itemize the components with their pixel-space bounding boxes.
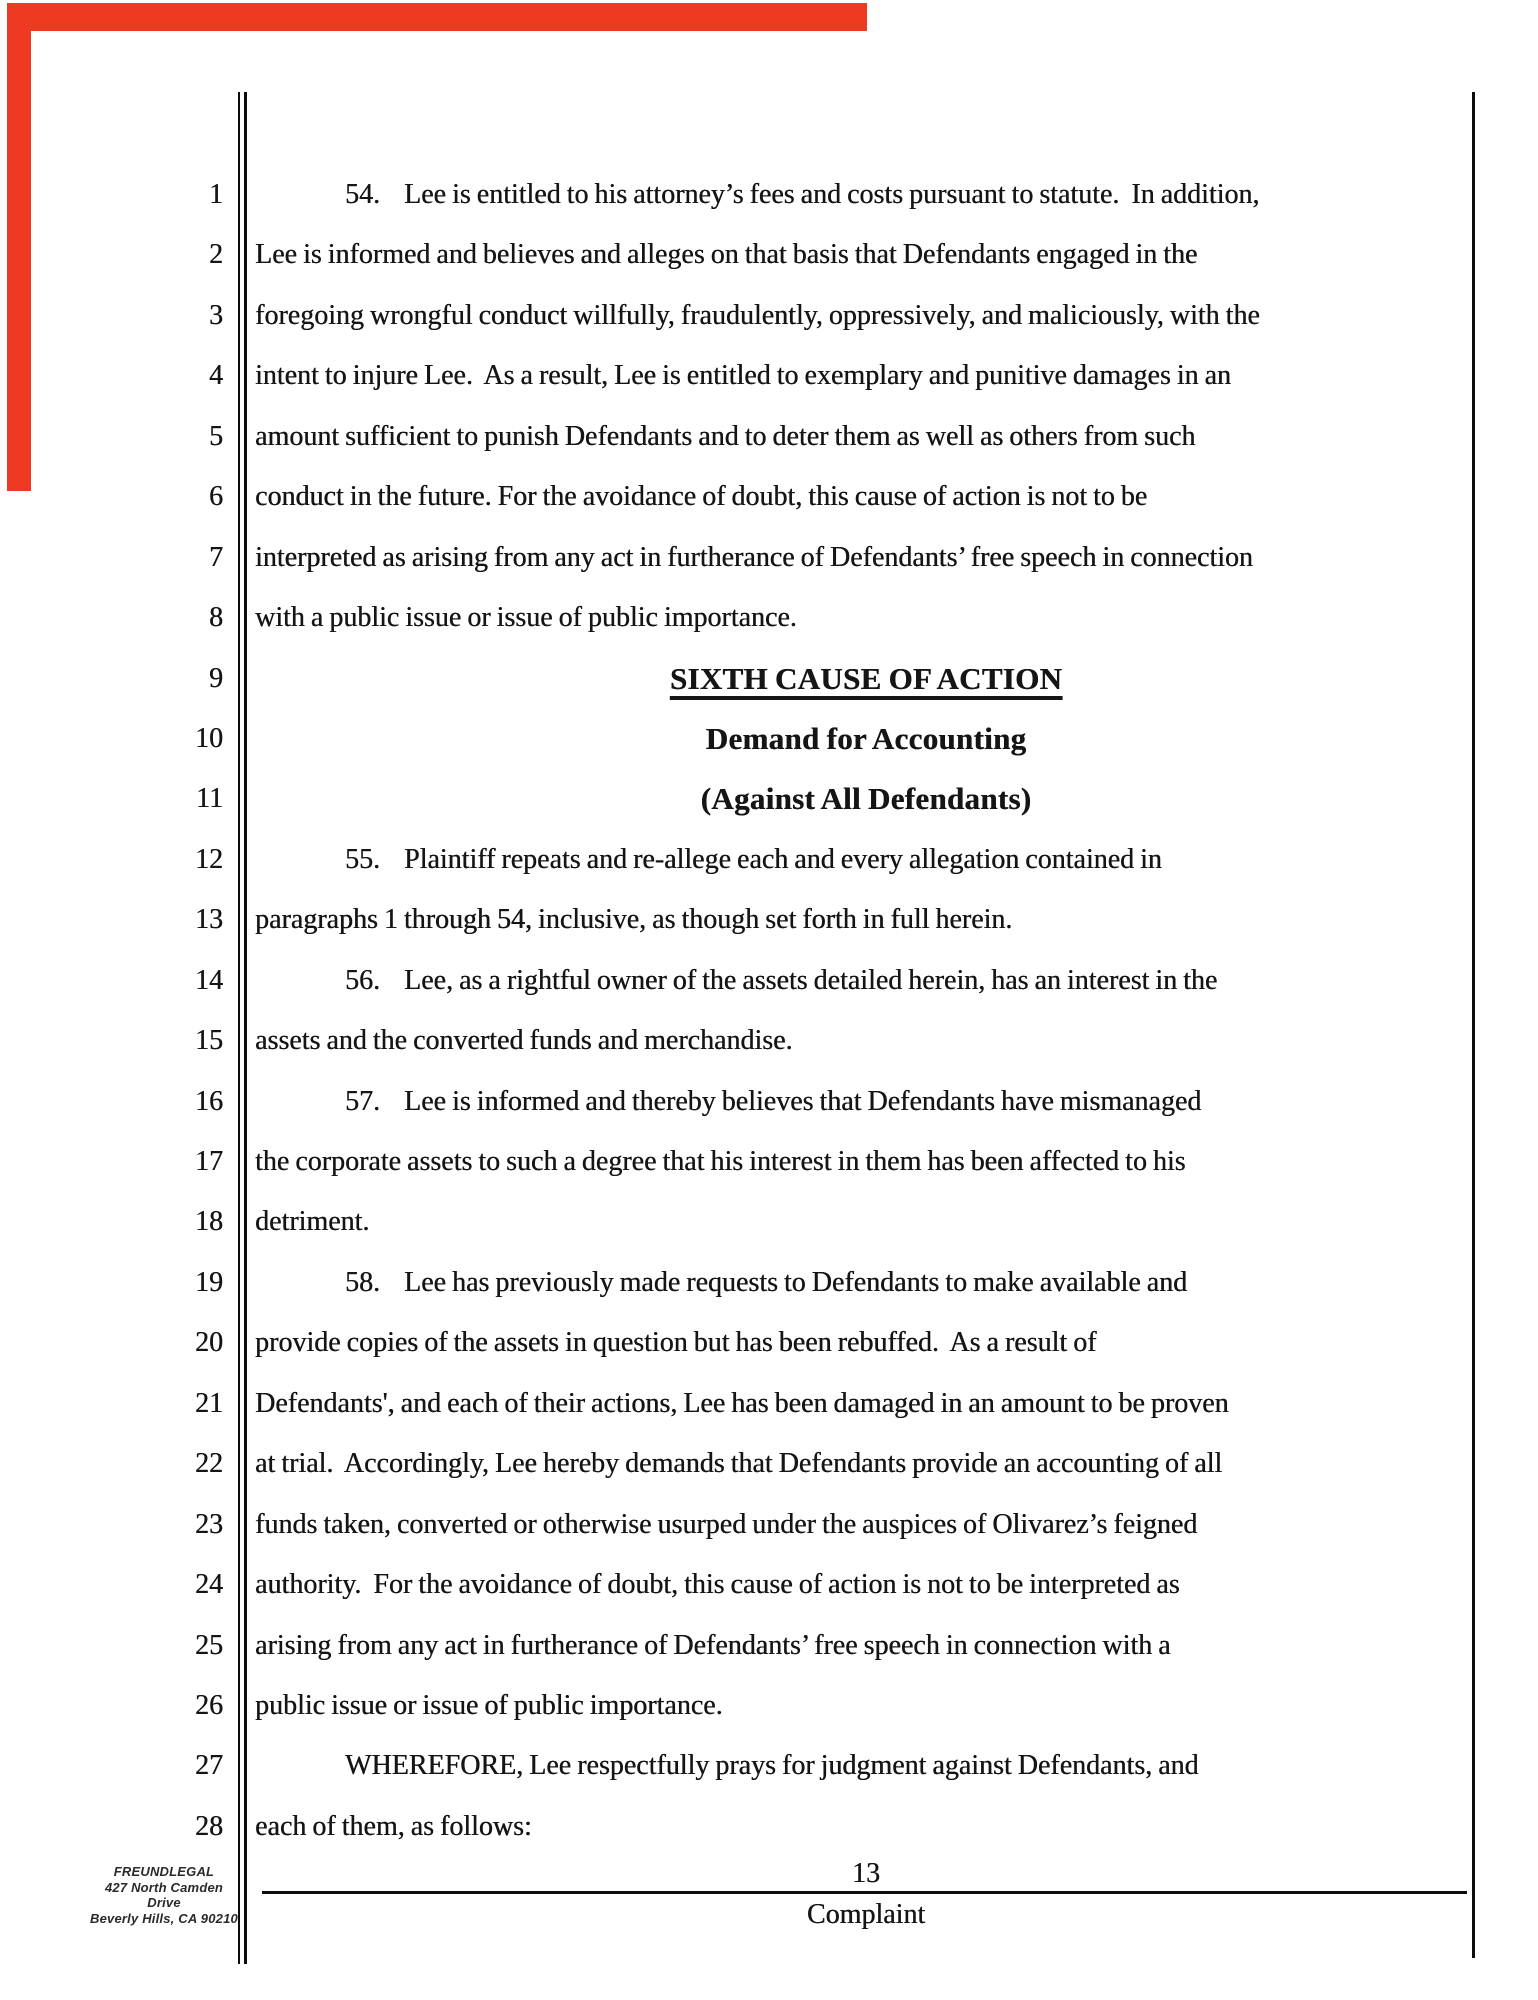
page-number: 13 xyxy=(852,1858,880,1889)
line-number-19: 19 xyxy=(195,1266,223,1298)
text-line-4: intent to injure Lee. As a result, Lee is entitled to exemplary and punitive damages in an xyxy=(255,360,1231,392)
text-line-8: with a public issue or issue of public importance. xyxy=(255,602,797,634)
line-number-26: 26 xyxy=(195,1689,223,1721)
text-line-25: arising from any act in furtherance of Defendants’ free speech in connection with a xyxy=(255,1629,1171,1661)
line-number-15: 15 xyxy=(195,1025,223,1057)
text-line-24: authority. For the avoidance of doubt, this cause of action is not to be interpreted as xyxy=(255,1569,1180,1601)
line-number-20: 20 xyxy=(195,1327,223,1359)
text-line-1: 54. Lee is entitled to his attorney’s fees and costs pursuant to statute. In addition, xyxy=(345,179,1260,210)
law-firm-address2: Beverly Hills, CA 90210 xyxy=(90,1910,238,1926)
scan-artifact-left-bar xyxy=(7,3,31,491)
footer-document-title: Complaint xyxy=(806,1899,926,1930)
law-firm-address1: 427 North Camden Drive xyxy=(104,1879,224,1910)
line-number-1: 1 xyxy=(209,179,223,210)
line-number-6: 6 xyxy=(209,481,223,513)
text-line-23: funds taken, converted or otherwise usurped under the auspices of Olivarez’s feigned xyxy=(255,1508,1198,1540)
line-number-2: 2 xyxy=(209,239,223,271)
line-number-13: 13 xyxy=(195,904,223,936)
line-number-9: 9 xyxy=(209,662,223,694)
footer-rule xyxy=(262,1891,1467,1894)
line-number-gutter xyxy=(130,165,223,1857)
text-line-17: the corporate assets to such a degree that his interest in them has been affected to his xyxy=(255,1146,1186,1177)
line-number-28: 28 xyxy=(195,1810,223,1842)
line-number-8: 8 xyxy=(209,602,223,634)
line-number-25: 25 xyxy=(195,1629,223,1661)
text-line-15: assets and the converted funds and merchandise. xyxy=(255,1025,793,1057)
text-line-14: 56. Lee, as a rightful owner of the assets detailed herein, has an interest in the xyxy=(345,964,1218,996)
text-line-12: 55. Plaintiff repeats and re-allege each and every allegation contained in xyxy=(345,843,1162,875)
text-line-3: foregoing wrongful conduct willfully, fraudulently, oppressively, and maliciously, with the xyxy=(255,299,1260,331)
text-line-10: Demand for Accounting xyxy=(705,720,1027,756)
text-line-18: detriment. xyxy=(255,1206,370,1238)
line-number-22: 22 xyxy=(195,1448,223,1480)
line-number-16: 16 xyxy=(195,1085,223,1117)
line-number-18: 18 xyxy=(195,1206,223,1238)
line-number-14: 14 xyxy=(195,964,223,996)
text-line-26: public issue or issue of public importance. xyxy=(255,1689,723,1721)
line-number-10: 10 xyxy=(195,722,223,754)
text-line-16: 57. Lee is informed and thereby believes that Defendants have mismanaged xyxy=(345,1085,1202,1117)
line-number-11: 11 xyxy=(196,783,223,815)
pleading-rule-left-inner xyxy=(244,92,247,1964)
text-line-11: (Against All Defendants) xyxy=(700,781,1032,817)
text-line-22: at trial. Accordingly, Lee hereby demands that Defendants provide an accounting of all xyxy=(255,1448,1223,1480)
text-line-2: Lee is informed and believes and alleges on that basis that Defendants engaged in the xyxy=(255,239,1198,271)
text-line-27: WHEREFORE, Lee respectfully prays for judgment against Defendants, and xyxy=(345,1750,1199,1782)
line-number-3: 3 xyxy=(209,299,223,331)
line-number-17: 17 xyxy=(195,1146,223,1177)
pleading-rule-left-outer xyxy=(238,92,240,1964)
text-line-6: conduct in the future. For the avoidance of doubt, this cause of action is not to be xyxy=(255,481,1148,513)
line-number-23: 23 xyxy=(195,1508,223,1540)
body-text-column xyxy=(255,165,1477,1857)
text-line-19: 58. Lee has previously made requests to Defendants to make available and xyxy=(345,1266,1188,1298)
text-line-9: SIXTH CAUSE OF ACTION xyxy=(669,660,1063,696)
scan-artifact-top-bar xyxy=(7,3,867,31)
line-number-12: 12 xyxy=(195,843,223,875)
line-number-21: 21 xyxy=(195,1387,223,1419)
line-number-27: 27 xyxy=(195,1750,223,1782)
text-line-28: each of them, as follows: xyxy=(255,1810,532,1842)
text-line-13: paragraphs 1 through 54, inclusive, as though set forth in full herein. xyxy=(255,904,1013,936)
line-number-24: 24 xyxy=(195,1569,223,1601)
text-line-20: provide copies of the assets in question but has been rebuffed. As a result of xyxy=(255,1327,1097,1359)
line-number-4: 4 xyxy=(209,360,223,392)
text-line-7: interpreted as arising from any act in furtherance of Defendants’ free speech in connection xyxy=(255,541,1253,573)
text-line-21: Defendants', and each of their actions, Lee has been damaged in an amount to be proven xyxy=(255,1387,1229,1419)
text-line-5: amount sufficient to punish Defendants and to deter them as well as others from such xyxy=(255,420,1196,452)
law-firm-block xyxy=(88,1864,240,1926)
line-number-7: 7 xyxy=(209,541,223,573)
law-firm-name: FREUNDLEGAL xyxy=(113,1864,215,1879)
line-number-5: 5 xyxy=(209,420,223,452)
